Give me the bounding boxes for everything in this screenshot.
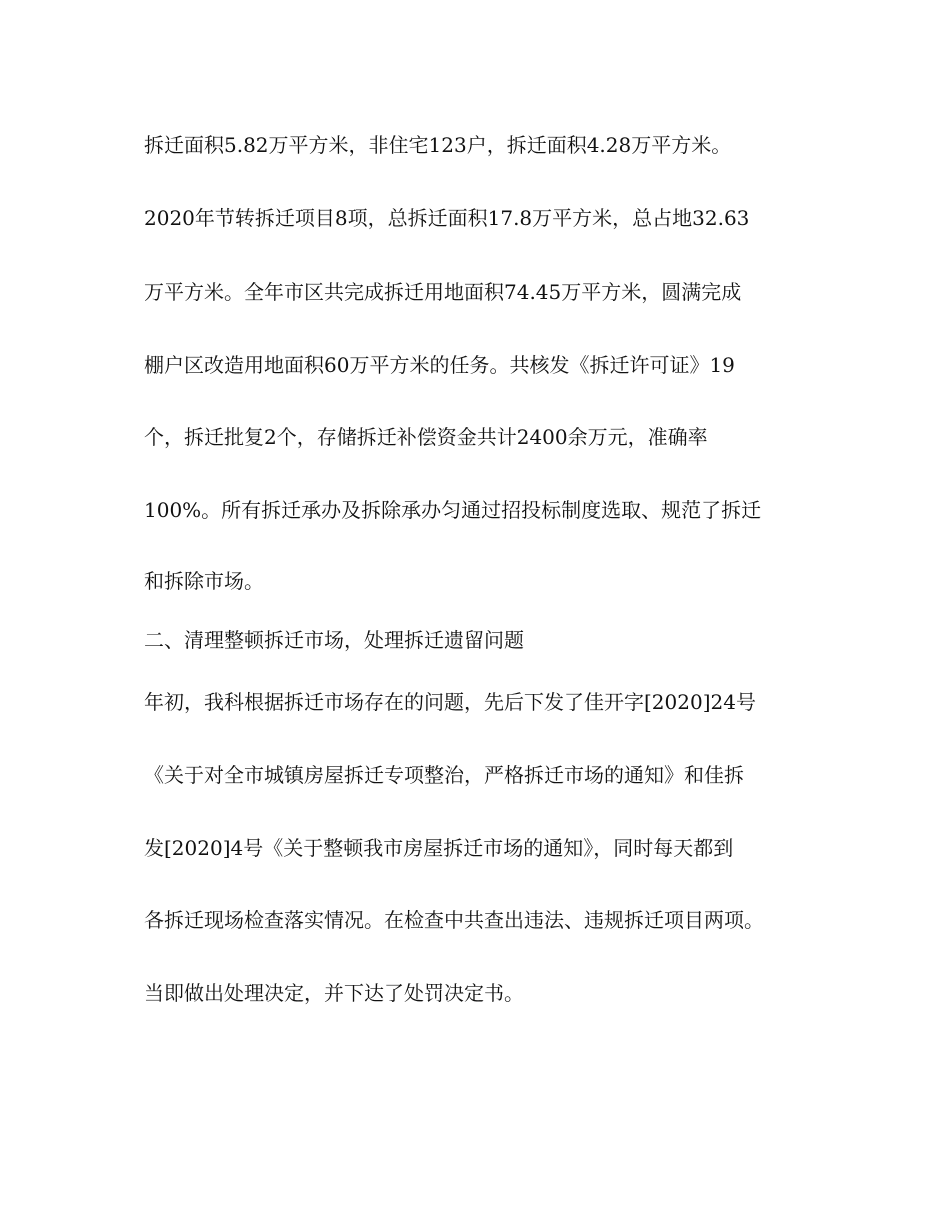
paragraph-2-line-1: 年初，我科根据拆迁市场存在的问题，先后下发了佳开字[2020]24号 bbox=[144, 690, 756, 714]
paragraph-1-line-2: 2020年节转拆迁项目8项，总拆迁面积17.8万平方米，总占地32.63 bbox=[144, 206, 750, 230]
paragraph-1-line-6: 100%。所有拆迁承办及拆除承办匀通过招投标制度选取、规范了拆迁 bbox=[144, 498, 762, 522]
section-heading: 二、清理整顿拆迁市场，处理拆迁遗留问题 bbox=[144, 628, 524, 652]
paragraph-1-line-5: 个，拆迁批复2个，存储拆迁补偿资金共计2400余万元，准确率 bbox=[144, 425, 708, 449]
paragraph-1-line-7: 和拆除市场。 bbox=[144, 569, 264, 593]
paragraph-2-line-2: 《关于对全市城镇房屋拆迁专项整治，严格拆迁市场的通知》和佳拆 bbox=[144, 763, 744, 787]
paragraph-1-line-1: 拆迁面积5.82万平方米，非住宅123户，拆迁面积4.28万平方米。 bbox=[144, 133, 732, 157]
paragraph-2-line-4: 各拆迁现场检查落实情况。在检查中共查出违法、违规拆迁项目两项。 bbox=[144, 908, 764, 932]
paragraph-2-line-5: 当即做出处理决定，并下达了处罚决定书。 bbox=[144, 981, 524, 1005]
paragraph-1-line-4: 棚户区改造用地面积60万平方米的任务。共核发《拆迁许可证》19 bbox=[144, 353, 735, 377]
paragraph-2-line-3: 发[2020]4号《关于整顿我市房屋拆迁市场的通知》，同时每天都到 bbox=[144, 836, 734, 860]
paragraph-1-line-3: 万平方米。全年市区共完成拆迁用地面积74.45万平方米，圆满完成 bbox=[144, 280, 742, 304]
